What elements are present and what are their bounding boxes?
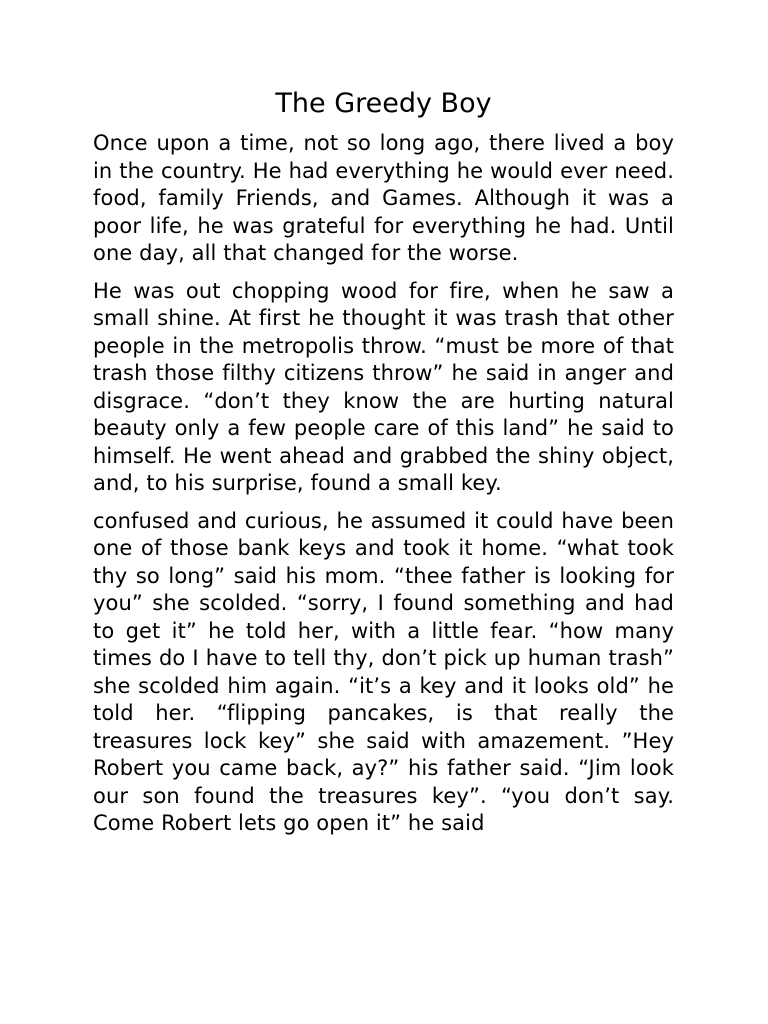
- paragraph-2: He was out chopping wood for fire, when he saw a small shine. At first he thought it was trash that other people in the metropolis throw. “must be more of that trash those filthy citizens throw” he said in anger and disgrace. “don’t they know the are hurting natural beauty only a few people care of this land” he said to himself. He went ahead and grabbed the shiny object, and, to his surprise, found a small key.: [93, 278, 674, 495]
- paragraph-3: confused and curious, he assumed it could have been one of those bank keys and took it home. “what took thy so long” said his mom. “thee father is looking for you” she scolded. “sorry, I found something and had to get it” he told her, with a little fear. “how many times do I have to tell thy, don’t pick up human trash” she scolded him again. “it’s a key and it looks old” he told her. “flipping pancakes, is that really the treasures lock key” she said with amazement. ”Hey Robert you came back, ay?” his father said. “Jim look our son found the treasures key”. “you don’t say. Come Robert lets go open it” he said: [93, 508, 674, 835]
- document-page: [93, 86, 674, 848]
- document-title: The Greedy Boy: [275, 88, 492, 119]
- paragraph-1: Once upon a time, not so long ago, there lived a boy in the country. He had everything he would ever need. food, family Friends, and Games. Although it was a poor life, he was grateful for everything he had. Until one day, all that changed for the worse.: [93, 131, 674, 265]
